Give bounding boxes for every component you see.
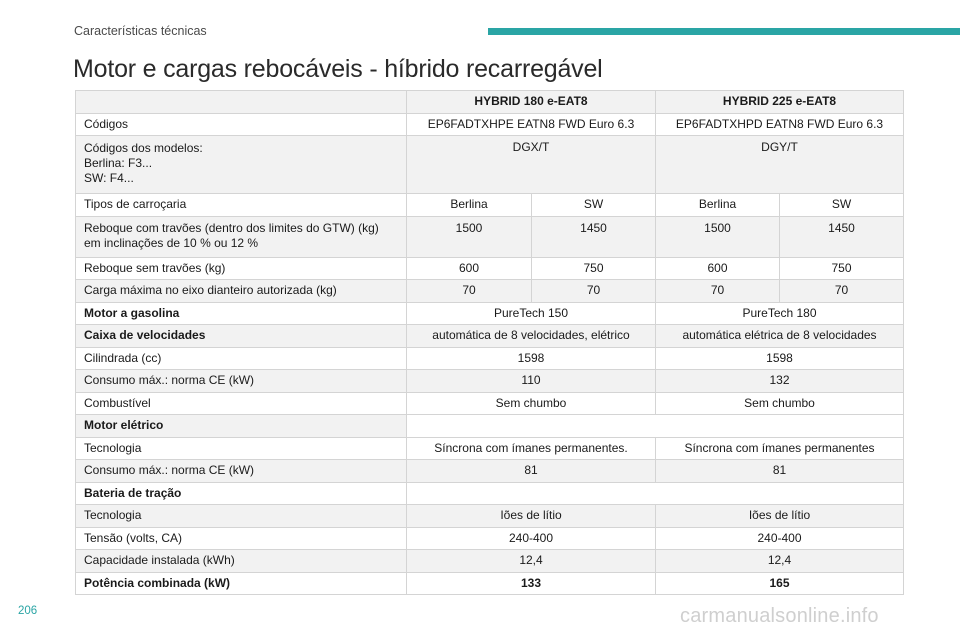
row-label: Reboque sem travões (kg)	[76, 257, 407, 280]
value-hybrid225: DGY/T	[656, 136, 904, 194]
row-label: Bateria de tração	[76, 482, 407, 505]
value-hybrid225-sw: SW	[780, 194, 904, 217]
header-empty-cell	[76, 91, 407, 114]
table-row-fuel	[76, 392, 904, 415]
row-label: Tensão (volts, CA)	[76, 527, 407, 550]
row-label	[76, 216, 407, 257]
table-header-row	[76, 91, 904, 114]
value-hybrid180: DGX/T	[407, 136, 656, 194]
value-hybrid180-sw: 750	[532, 257, 656, 280]
value-hybrid180-sedan: Berlina	[407, 194, 532, 217]
row-label: Capacidade instalada (kWh)	[76, 550, 407, 573]
value-hybrid180: Sem chumbo	[407, 392, 656, 415]
value-hybrid225: 240-400	[656, 527, 904, 550]
row-label	[76, 136, 407, 194]
row-label: Carga máxima no eixo dianteiro autorizada (kg)	[76, 280, 407, 303]
table-row-battery	[76, 482, 904, 505]
value-hybrid180: 12,4	[407, 550, 656, 573]
value-hybrid225-sw: 750	[780, 257, 904, 280]
table-row-technology-battery	[76, 505, 904, 528]
row-label: Consumo máx.: norma CE (kW)	[76, 370, 407, 393]
table-row-technology-motor	[76, 437, 904, 460]
col-header-hybrid180: HYBRID 180 e-EAT8	[407, 91, 656, 114]
row-label-line: SW: F4...	[84, 171, 134, 185]
value-hybrid180: automática de 8 velocidades, elétrico	[407, 325, 656, 348]
row-label: Tipos de carroçaria	[76, 194, 407, 217]
value-hybrid225-sedan: Berlina	[656, 194, 780, 217]
row-label: Caixa de velocidades	[76, 325, 407, 348]
value-hybrid180-sw: SW	[532, 194, 656, 217]
table-row-power-electric	[76, 460, 904, 483]
empty-cell	[407, 415, 904, 438]
section-label: Características técnicas	[74, 24, 207, 38]
value-hybrid180-sw: 70	[532, 280, 656, 303]
specs-table	[75, 90, 904, 595]
value-hybrid180: Iões de lítio	[407, 505, 656, 528]
table-row-codes	[76, 113, 904, 136]
value-hybrid225-sedan: 70	[656, 280, 780, 303]
value-hybrid180-sedan: 70	[407, 280, 532, 303]
value-hybrid225: EP6FADTXHPD EATN8 FWD Euro 6.3	[656, 113, 904, 136]
row-label: Potência combinada (kW)	[76, 572, 407, 595]
row-label: Tecnologia	[76, 505, 407, 528]
table-row-braked-tow	[76, 216, 904, 257]
row-label-line: Berlina: F3...	[84, 156, 153, 170]
empty-cell	[407, 482, 904, 505]
row-label: Motor a gasolina	[76, 302, 407, 325]
row-label: Cilindrada (cc)	[76, 347, 407, 370]
header-accent-bar	[488, 28, 960, 35]
value-hybrid180: 133	[407, 572, 656, 595]
value-hybrid225: 132	[656, 370, 904, 393]
row-label: Consumo máx.: norma CE (kW)	[76, 460, 407, 483]
row-label-line: Reboque com travões (dentro dos limites do GTW) (kg)	[84, 220, 379, 235]
value-hybrid180: 81	[407, 460, 656, 483]
row-label: Motor elétrico	[76, 415, 407, 438]
value-hybrid180-sw: 1450	[532, 216, 656, 257]
value-hybrid225: Sem chumbo	[656, 392, 904, 415]
table-row-power-petrol	[76, 370, 904, 393]
value-hybrid225: 81	[656, 460, 904, 483]
row-label-line: Códigos dos modelos:	[84, 141, 203, 155]
table-row-model-codes	[76, 136, 904, 194]
table-row-combined-power	[76, 572, 904, 595]
value-hybrid180: 240-400	[407, 527, 656, 550]
value-hybrid225: 1598	[656, 347, 904, 370]
row-label: Códigos	[76, 113, 407, 136]
value-hybrid180: EP6FADTXHPE EATN8 FWD Euro 6.3	[407, 113, 656, 136]
value-hybrid180: Síncrona com ímanes permanentes.	[407, 437, 656, 460]
value-hybrid225: 165	[656, 572, 904, 595]
value-hybrid180: 110	[407, 370, 656, 393]
value-hybrid225: PureTech 180	[656, 302, 904, 325]
table-row-displacement	[76, 347, 904, 370]
table-row-unbraked-tow	[76, 257, 904, 280]
value-hybrid180-sedan: 600	[407, 257, 532, 280]
watermark: carmanualsonline.info	[680, 605, 879, 627]
value-hybrid225-sedan: 600	[656, 257, 780, 280]
value-hybrid225: Iões de lítio	[656, 505, 904, 528]
value-hybrid225-sw: 70	[780, 280, 904, 303]
value-hybrid225: Síncrona com ímanes permanentes	[656, 437, 904, 460]
table-row-capacity	[76, 550, 904, 573]
page-number: 206	[18, 605, 38, 617]
table-row-nose-weight	[76, 280, 904, 303]
row-label-line: em inclinações de 10 % ou 12 %	[84, 235, 259, 250]
value-hybrid225-sw: 1450	[780, 216, 904, 257]
table-row-gearbox	[76, 325, 904, 348]
row-label: Combustível	[76, 392, 407, 415]
page-title: Motor e cargas rebocáveis - híbrido recarregável	[73, 55, 603, 83]
value-hybrid180-sedan: 1500	[407, 216, 532, 257]
value-hybrid180: 1598	[407, 347, 656, 370]
row-label: Tecnologia	[76, 437, 407, 460]
value-hybrid225: 12,4	[656, 550, 904, 573]
value-hybrid225-sedan: 1500	[656, 216, 780, 257]
table-row-voltage	[76, 527, 904, 550]
table-row-petrol-engine	[76, 302, 904, 325]
value-hybrid225: automática elétrica de 8 velocidades	[656, 325, 904, 348]
table-row-body-types	[76, 194, 904, 217]
table-row-electric-motor	[76, 415, 904, 438]
value-hybrid180: PureTech 150	[407, 302, 656, 325]
col-header-hybrid225: HYBRID 225 e-EAT8	[656, 91, 904, 114]
